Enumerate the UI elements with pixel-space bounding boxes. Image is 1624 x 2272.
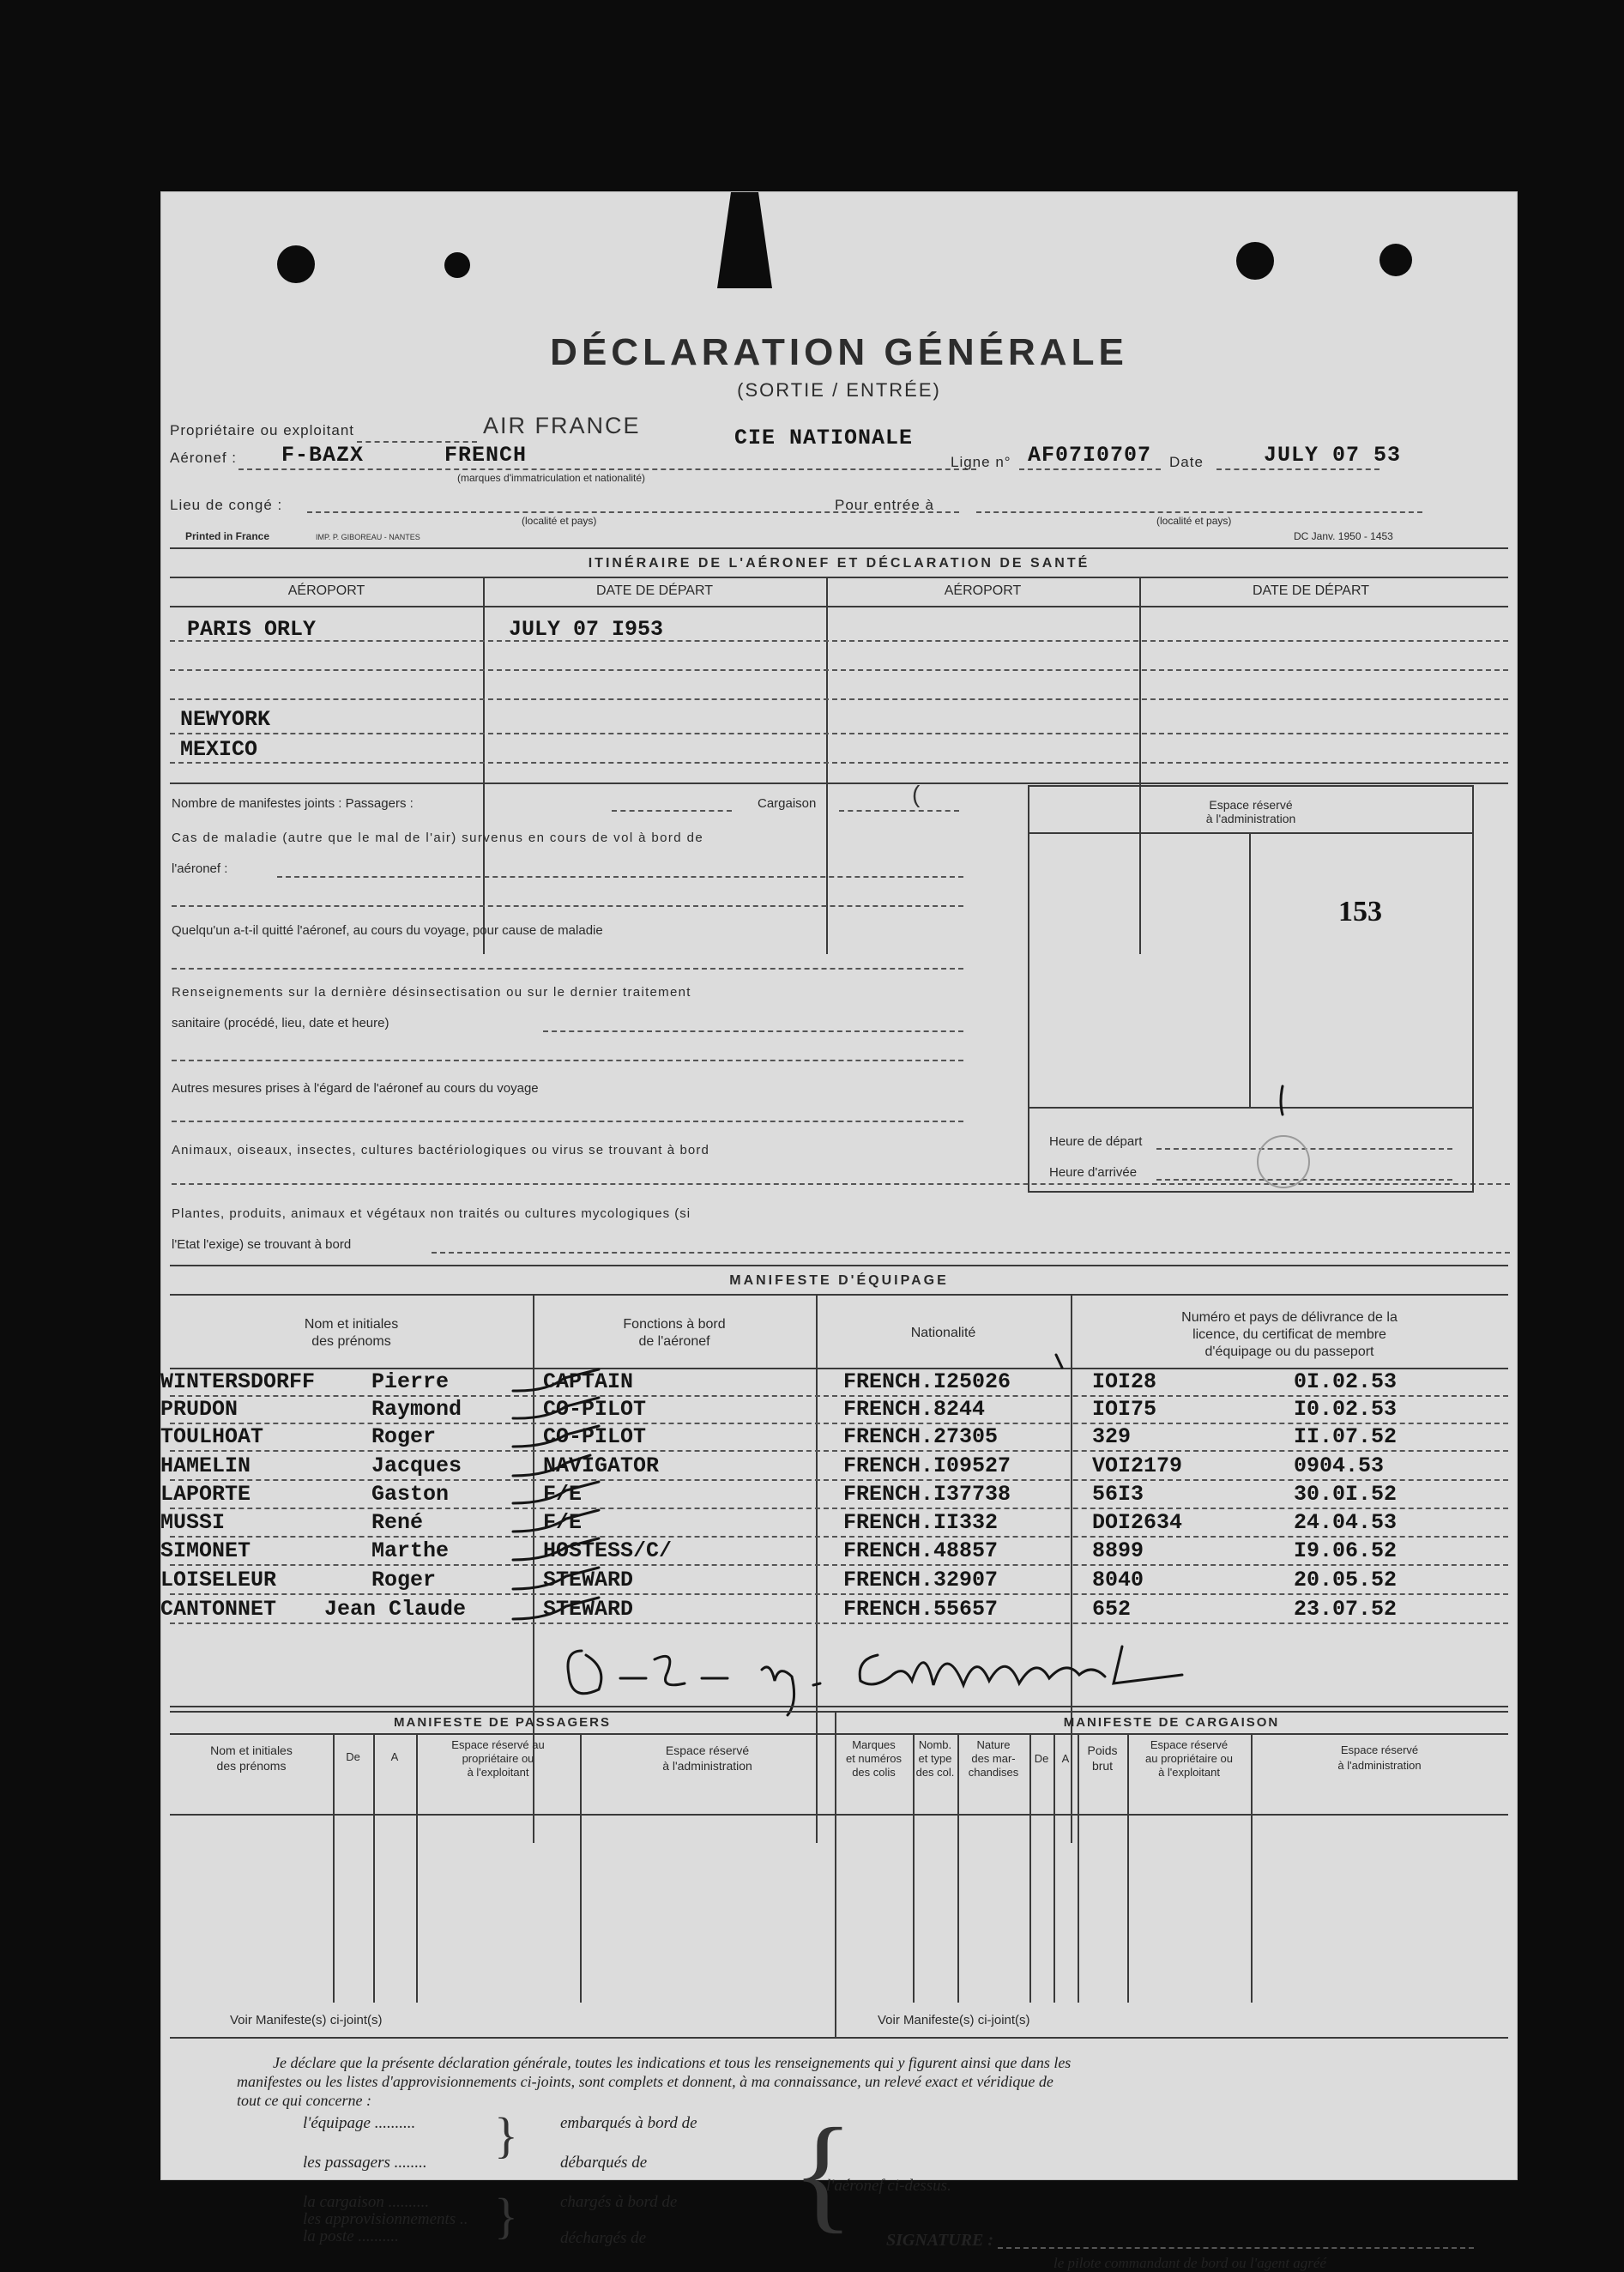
- cargo-col-owner-3: à l'exploitant: [1158, 1766, 1220, 1779]
- crew-col-nationality: Nationalité: [910, 1326, 976, 1340]
- declaration-line-3: tout ce qui concerne :: [237, 2092, 371, 2109]
- signatory-label: le pilote commandant de bord ou l'agent agréé: [1053, 2255, 1326, 2271]
- crew-surname: HAMELIN: [160, 1453, 251, 1478]
- crew-first-name: Roger: [371, 1568, 437, 1592]
- cargo-col-number-3: des col.: [915, 1766, 955, 1779]
- brace-1: }: [494, 2107, 518, 2163]
- crew-col-licence-1: Numéro et pays de délivrance de la: [1181, 1310, 1398, 1325]
- cargo-col-admin-1: Espace réservé: [1340, 1743, 1419, 1756]
- cargo-col-from: De: [1034, 1752, 1049, 1765]
- crew-nationality: FRENCH.27305: [843, 1424, 999, 1449]
- decl-crew: l'équipage ..........: [303, 2114, 416, 2132]
- crew-first-name: Jean Claude: [324, 1597, 467, 1622]
- pax-col-owner-2: propriétaire ou: [462, 1752, 534, 1765]
- crew-licence-date: 24.04.53: [1294, 1510, 1398, 1535]
- illness-text-1: Cas de maladie (autre que le mal de l'air) survenus en cours de vol à bord de: [172, 831, 704, 845]
- declaration-line-2: manifestes ou les listes d'approvisionnements ci-joints, sont complets et donnent, à ma connaissance, un relevé exact et véridique de: [237, 2073, 1053, 2090]
- crew-nationality: FRENCH.55657: [843, 1597, 999, 1622]
- crew-nationality: FRENCH.8244: [843, 1397, 986, 1422]
- signature-label: SIGNATURE :: [886, 2231, 994, 2250]
- crew-function: STEWARD: [543, 1568, 634, 1592]
- pax-col-owner-3: à l'exploitant: [467, 1766, 529, 1779]
- cargo-count: (: [912, 781, 921, 807]
- crew-nationality: FRENCH.I37738: [843, 1482, 1011, 1507]
- document-subtitle: (SORTIE / ENTRÉE): [737, 379, 941, 401]
- line-number: AF07I0707: [1028, 443, 1152, 468]
- locality-note-2: (localité et pays): [1156, 515, 1232, 527]
- crew-licence-date: II.07.52: [1294, 1424, 1398, 1449]
- pax-col-owner-1: Espace réservé au: [451, 1738, 545, 1751]
- pax-col-admin-1: Espace réservé: [665, 1743, 750, 1757]
- crew-function: STEWARD: [543, 1597, 634, 1622]
- printed-in: Printed in France: [185, 530, 270, 542]
- printer-name: IMP. P. GIBOREAU - NANTES: [316, 533, 420, 541]
- crew-first-name: Jacques: [371, 1453, 462, 1478]
- animals-text: Animaux, oiseaux, insectes, cultures bactériologiques ou virus se trouvant à bord: [172, 1143, 709, 1157]
- locality-note: (localité et pays): [522, 515, 597, 527]
- declaration-line-1: Je déclare que la présente déclaration générale, toutes les indications et tous les renseignements qui y figurent ainsi que dans les: [273, 2054, 1072, 2071]
- crew-first-name: Pierre: [371, 1369, 450, 1394]
- crew-col-function-1: Fonctions à bord: [623, 1317, 726, 1332]
- aircraft-label: Aéronef :: [170, 450, 237, 466]
- crew-licence: VOI2179: [1092, 1453, 1183, 1478]
- cargo-col-owner-1: Espace réservé: [1150, 1738, 1229, 1751]
- cargo-col-to: A: [1061, 1752, 1070, 1765]
- crew-col-licence-3: d'équipage ou du passeport: [1204, 1344, 1374, 1359]
- crew-licence-date: I0.02.53: [1294, 1397, 1398, 1422]
- cargo-col-weight-1: Poids: [1087, 1743, 1118, 1757]
- clearance-label: Lieu de congé :: [170, 497, 283, 513]
- crew-first-name: René: [371, 1510, 424, 1535]
- cargo-col-number-1: Nomb.: [918, 1738, 952, 1751]
- crew-first-name: Marthe: [371, 1538, 450, 1563]
- cargo-col-nature-3: chandises: [968, 1766, 1019, 1779]
- cargo-col-owner-2: au propriétaire ou: [1145, 1752, 1233, 1765]
- crew-licence-date: I9.06.52: [1294, 1538, 1398, 1563]
- aircraft-nationality: FRENCH: [444, 443, 528, 468]
- decl-aircraft: l'aéronef ci-dessus.: [826, 2177, 951, 2195]
- pax-col-name-2: des prénoms: [216, 1759, 287, 1773]
- crew-licence-date: 30.0I.52: [1294, 1482, 1398, 1507]
- admin-box-title-1: Espace réservé: [1209, 798, 1293, 812]
- crew-first-name: Raymond: [371, 1397, 462, 1422]
- col-airport: AÉROPORT: [287, 583, 365, 598]
- illness-text-2: l'aéronef :: [172, 861, 228, 876]
- crew-surname: TOULHOAT: [160, 1424, 264, 1449]
- crew-col-licence-2: licence, du certificat de membre: [1192, 1327, 1386, 1342]
- aircraft-registration: F-BAZX: [281, 443, 365, 468]
- crew-first-name: Gaston: [371, 1482, 450, 1507]
- other-measures-text: Autres mesures prises à l'égard de l'aéronef au cours du voyage: [172, 1081, 539, 1096]
- document-title: DÉCLARATION GÉNÉRALE: [550, 331, 1128, 373]
- line-label: Ligne n°: [951, 454, 1011, 470]
- cargo-col-marks-3: des colis: [852, 1766, 896, 1779]
- crew-surname: CANTONNET: [160, 1597, 277, 1622]
- crew-surname: MUSSI: [160, 1510, 226, 1535]
- crew-licence: DOI2634: [1092, 1510, 1183, 1535]
- owner-extra: CIE NATIONALE: [734, 426, 914, 450]
- itinerary-airport-2: NEWYORK: [180, 707, 271, 732]
- document-sheet: [160, 191, 1518, 2271]
- crew-licence: 8899: [1092, 1538, 1144, 1563]
- itinerary-airport-1: PARIS ORLY: [187, 617, 317, 642]
- crew-licence: 8040: [1092, 1568, 1144, 1592]
- crew-surname: SIMONET: [160, 1538, 251, 1563]
- decl-unloaded: déchargés de: [560, 2229, 647, 2247]
- crew-licence-date: 20.05.52: [1294, 1568, 1398, 1592]
- cargo-col-marks-1: Marques: [852, 1738, 896, 1751]
- pax-col-admin-2: à l'administration: [662, 1759, 752, 1773]
- cargo-col-admin-2: à l'administration: [1337, 1759, 1422, 1772]
- crew-licence-date: 23.07.52: [1294, 1597, 1398, 1622]
- crew-licence: 652: [1092, 1597, 1132, 1622]
- itinerary-airport-3: MEXICO: [180, 737, 258, 762]
- itinerary-title: ITINÉRAIRE DE L'AÉRONEF ET DÉCLARATION DE SANTÉ: [588, 556, 1090, 571]
- brace-big: {: [792, 2102, 854, 2245]
- cargo-label: Cargaison: [758, 796, 817, 811]
- arrival-time-label: Heure d'arrivée: [1049, 1165, 1138, 1180]
- pax-col-name-1: Nom et initiales: [210, 1743, 293, 1757]
- crew-nationality: FRENCH.II332: [843, 1510, 999, 1535]
- cargo-manifest-title: MANIFESTE DE CARGAISON: [1063, 1715, 1280, 1730]
- flight-date: JULY 07 53: [1264, 443, 1402, 468]
- itinerary-date-1: JULY 07 I953: [509, 617, 664, 642]
- crew-surname: LOISELEUR: [160, 1568, 277, 1592]
- decl-cargo: la cargaison ..........: [303, 2193, 430, 2211]
- decl-mail: la poste ..........: [303, 2227, 399, 2245]
- crew-function: HOSTESS/C/: [543, 1538, 673, 1563]
- crew-col-name-2: des prénoms: [311, 1334, 391, 1349]
- owner-label: Propriétaire ou exploitant: [170, 422, 355, 438]
- crew-function: CO-PILOT: [543, 1397, 647, 1422]
- passenger-manifest-title: MANIFESTE DE PASSAGERS: [394, 1715, 611, 1730]
- crew-function: F/E: [543, 1510, 583, 1535]
- crew-nationality: FRENCH.I25026: [843, 1369, 1011, 1394]
- cargo-col-weight-2: brut: [1091, 1759, 1114, 1773]
- pax-col-to: A: [390, 1750, 399, 1763]
- crew-nationality: FRENCH.48857: [843, 1538, 999, 1563]
- crew-function: F/E: [543, 1482, 583, 1507]
- decl-passengers: les passagers ........: [303, 2154, 427, 2172]
- brace-2: }: [494, 2188, 518, 2244]
- left-aircraft-text: Quelqu'un a-t-il quitté l'aéronef, au cours du voyage, pour cause de maladie: [172, 923, 603, 938]
- crew-surname: PRUDON: [160, 1397, 238, 1422]
- crew-function: CO-PILOT: [543, 1424, 647, 1449]
- cargo-col-nature-1: Nature: [976, 1738, 1011, 1751]
- crew-licence-date: 0904.53: [1294, 1453, 1385, 1478]
- admin-box-title-2: à l'administration: [1205, 812, 1296, 825]
- cargo-see-manifest: Voir Manifeste(s) ci-joint(s): [878, 2013, 1030, 2027]
- col-airport-2: AÉROPORT: [944, 583, 1022, 598]
- crew-licence: 329: [1092, 1424, 1132, 1449]
- crew-manifest-title: MANIFESTE D'ÉQUIPAGE: [729, 1273, 949, 1288]
- plants-text-2: l'Etat l'exige) se trouvant à bord: [172, 1237, 352, 1252]
- crew-function: CAPTAIN: [543, 1369, 634, 1394]
- col-departure-date-2: DATE DE DÉPART: [1252, 583, 1370, 598]
- crew-function: NAVIGATOR: [543, 1453, 660, 1478]
- crew-nationality: FRENCH.I09527: [843, 1453, 1011, 1478]
- plants-text-1: Plantes, produits, animaux et végétaux non traités ou cultures mycologiques (si: [172, 1206, 691, 1221]
- dc-reference: DC Janv. 1950 - 1453: [1294, 530, 1393, 542]
- crew-surname: LAPORTE: [160, 1482, 251, 1507]
- crew-col-function-2: de l'aéronef: [638, 1334, 710, 1349]
- crew-nationality: FRENCH.32907: [843, 1568, 999, 1592]
- date-label: Date: [1169, 454, 1204, 470]
- crew-surname: WINTERSDORFF: [160, 1369, 316, 1394]
- decl-disembarked: débarqués de: [560, 2154, 648, 2172]
- cargo-col-marks-2: et numéros: [845, 1752, 903, 1765]
- pax-col-from: De: [346, 1750, 360, 1763]
- owner-value: AIR FRANCE: [483, 413, 641, 438]
- decl-loaded: chargés à bord de: [560, 2193, 678, 2211]
- manifests-label: Nombre de manifestes joints : Passagers :: [172, 796, 414, 811]
- crew-licence: IOI75: [1092, 1397, 1157, 1422]
- decl-embarked: embarqués à bord de: [560, 2114, 697, 2132]
- marks-note: (marques d'immatriculation et nationalité): [457, 472, 646, 484]
- disinfection-text-2: sanitaire (procédé, lieu, date et heure): [172, 1016, 389, 1030]
- crew-licence: IOI28: [1092, 1369, 1157, 1394]
- entry-label: Pour entrée à: [835, 497, 935, 513]
- cargo-col-nature-2: des mar-: [971, 1752, 1016, 1765]
- handwritten-annotations: [161, 192, 1517, 2179]
- crew-col-name-1: Nom et initiales: [304, 1317, 399, 1332]
- decl-supplies: les approvisionnements ..: [303, 2210, 468, 2228]
- departure-time-label: Heure de départ: [1049, 1134, 1143, 1149]
- cargo-col-number-2: et type: [918, 1752, 952, 1765]
- crew-licence-date: 0I.02.53: [1294, 1369, 1398, 1394]
- pax-see-manifest: Voir Manifeste(s) ci-joint(s): [230, 2013, 383, 2027]
- crew-licence: 56I3: [1092, 1482, 1144, 1507]
- col-departure-date: DATE DE DÉPART: [595, 583, 714, 598]
- disinfection-text-1: Renseignements sur la dernière désinsectisation ou sur le dernier traitement: [172, 985, 691, 1000]
- crew-first-name: Roger: [371, 1424, 437, 1449]
- admin-number: 153: [1338, 896, 1382, 928]
